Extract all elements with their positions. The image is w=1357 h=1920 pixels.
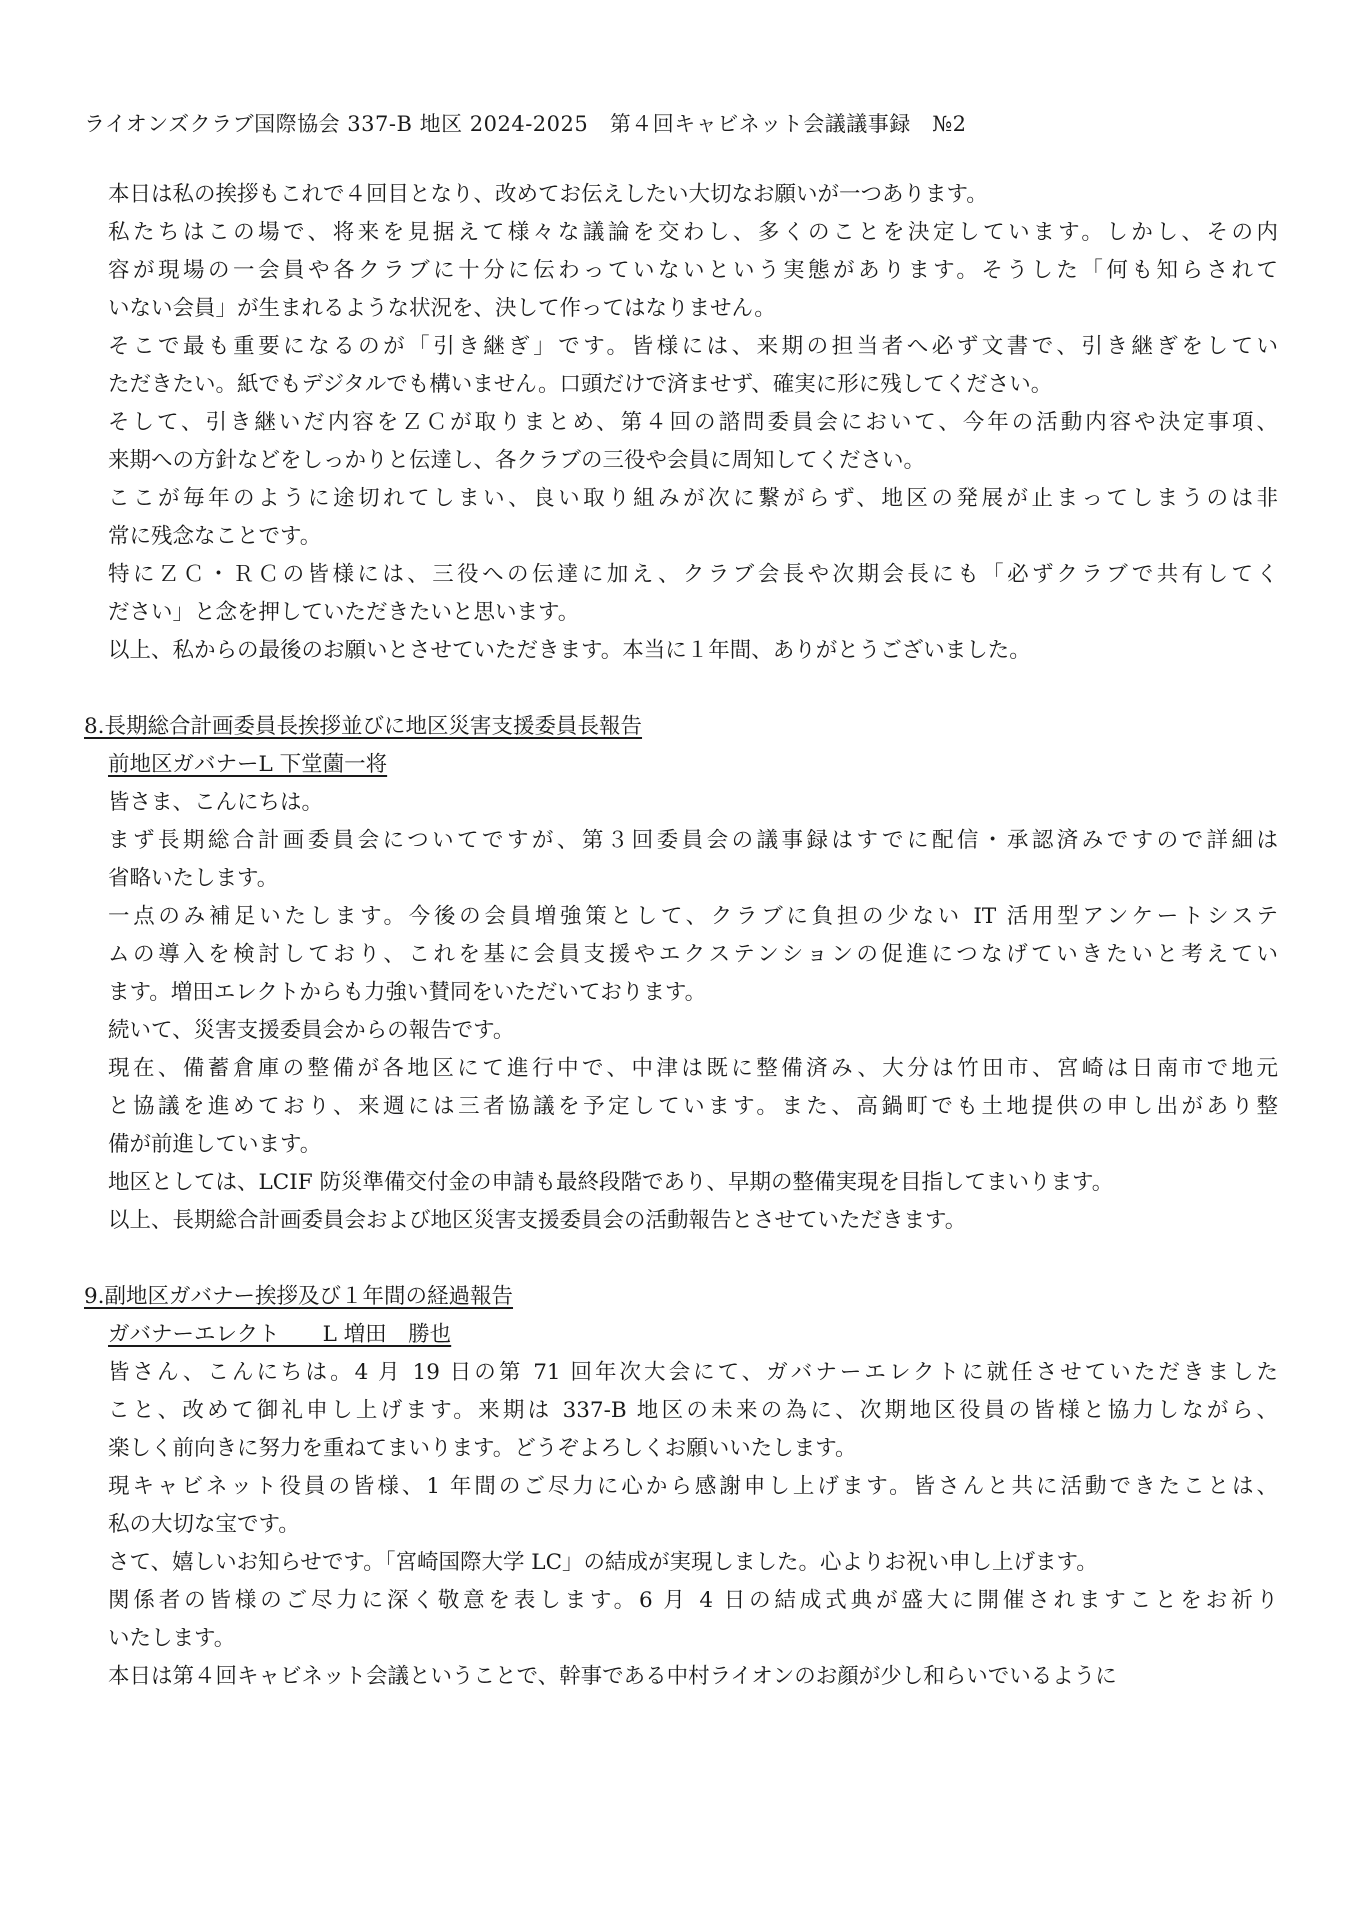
section-8-line: 以上、長期総合計画委員会および地区災害支援委員会の活動報告とさせていただきます。	[108, 1208, 967, 1233]
spacer	[108, 1240, 1278, 1278]
section-8-line: 現在、備蓄倉庫の整備が各地区にて進行中で、中津は既に整備済み、大分は竹田市、宮崎は日南市で地元	[108, 1056, 1278, 1081]
section-8-title: 8.長期総合計画委員長挨拶並びに地区災害支援委員長報告	[84, 714, 643, 739]
intro-line: そして、引き継いだ内容をＺＣが取りまとめ、第４回の諮問委員会において、今年の活動内容や決定事項、	[108, 410, 1278, 435]
intro-paragraph	[108, 328, 1278, 404]
section-9-body	[108, 1354, 1278, 1696]
intro-paragraph	[108, 404, 1278, 480]
intro-paragraph	[108, 176, 1278, 214]
intro-line: いない会員」が生まれるような状況を、決して作ってはなりません。	[108, 296, 776, 321]
intro-line: ここが毎年のように途切れてしまい、良い取り組みが次に繋がらず、地区の発展が止まってしまうのは非	[108, 486, 1278, 511]
section-8-body	[108, 784, 1278, 1240]
section-9-line: 現キャビネット役員の皆様、1 年間のご尽力に心から感謝申し上げます。皆さんと共に活動できたことは、	[108, 1474, 1278, 1499]
section-8-speaker: 前地区ガバナーL 下堂薗一将	[108, 752, 388, 777]
section-9-line: こと、改めて御礼申し上げます。来期は 337-B 地区の未来の為に、次期地区役員の皆様と協力しながら、	[108, 1398, 1278, 1423]
section-8-paragraph	[108, 822, 1278, 898]
section-9-paragraph	[108, 1468, 1278, 1544]
section-9-paragraph	[108, 1658, 1278, 1696]
section-9-line: 皆さん、こんにちは。4 月 19 日の第 71 回年次大会にて、ガバナーエレクトに就任させていただきました	[108, 1360, 1278, 1385]
section-9-title: 9.副地区ガバナー挨拶及び１年間の経過報告	[84, 1284, 514, 1309]
section-8-line: まず長期総合計画委員会についてですが、第３回委員会の議事録はすでに配信・承認済みですので詳細は	[108, 828, 1278, 853]
section-9-paragraph	[108, 1582, 1278, 1658]
intro-line: そこで最も重要になるのが「引き継ぎ」です。皆様には、来期の担当者へ必ず文書で、引き継ぎをしてい	[108, 334, 1278, 359]
section-8-line: ムの導入を検討しており、これを基に会員支援やエクステンションの促進につなげていきたいと考えてい	[108, 942, 1278, 967]
section-8-paragraph	[108, 1164, 1278, 1202]
section-8-line: 一点のみ補足いたします。今後の会員増強策として、クラブに負担の少ない IT 活用型アンケートシステ	[108, 904, 1278, 929]
intro-paragraph	[108, 480, 1278, 556]
intro-line: 容が現場の一会員や各クラブに十分に伝わっていないという実態があります。そうした「何も知らされて	[108, 258, 1278, 283]
section-8-paragraph	[108, 1202, 1278, 1240]
section-8-line: 皆さま、こんにちは。	[108, 790, 324, 815]
section-9-line: 私の大切な宝です。	[108, 1512, 300, 1537]
intro-section	[108, 176, 1278, 670]
section-9	[84, 1278, 1278, 1696]
intro-line: ただきたい。紙でもデジタルでも構いません。口頭だけで済ませず、確実に形に残してください。	[108, 372, 1053, 397]
section-8-line: と協議を進めており、来週には三者協議を予定しています。また、高鍋町でも土地提供の申し出があり整	[108, 1094, 1278, 1119]
intro-line: 以上、私からの最後のお願いとさせていただきます。本当に１年間、ありがとうございました。	[108, 638, 1031, 663]
section-8-line: ます。増田エレクトからも力強い賛同をいただいております。	[108, 980, 707, 1005]
intro-paragraph	[108, 632, 1278, 670]
intro-line: 来期への方針などをしっかりと伝達し、各クラブの三役や会員に周知してください。	[108, 448, 926, 473]
section-9-line: 楽しく前向きに努力を重ねてまいります。どうぞよろしくお願いいたします。	[108, 1436, 857, 1461]
section-9-line: いたします。	[108, 1626, 236, 1651]
section-8-paragraph	[108, 784, 1278, 822]
section-8-paragraph	[108, 1050, 1278, 1164]
section-8	[84, 708, 1278, 1240]
intro-line: 特にＺＣ・ＲＣの皆様には、三役への伝達に加え、クラブ会長や次期会長にも「必ずクラブで共有してく	[108, 562, 1278, 587]
intro-line: 私たちはこの場で、将来を見据えて様々な議論を交わし、多くのことを決定しています。しかし、その内	[108, 220, 1278, 245]
section-9-line: さて、嬉しいお知らせです。「宮崎国際大学 LC」の結成が実現しました。心よりお祝い申し上げます。	[108, 1550, 1098, 1575]
intro-line: ださい」と念を押していただきたいと思います。	[108, 600, 580, 625]
document-body	[84, 176, 1278, 1696]
intro-paragraph	[108, 556, 1278, 632]
section-8-line: 続いて、災害支援委員会からの報告です。	[108, 1018, 515, 1043]
section-8-paragraph	[108, 898, 1278, 1012]
section-9-line: 関係者の皆様のご尽力に深く敬意を表します。6 月 4 日の結成式典が盛大に開催されますことをお祈り	[108, 1588, 1278, 1613]
section-8-line: 省略いたします。	[108, 866, 279, 891]
section-9-speaker: ガバナーエレクト L 増田 勝也	[108, 1322, 452, 1347]
section-9-line: 本日は第４回キャビネット会議ということで、幹事である中村ライオンのお顔が少し和らいでいるように	[108, 1664, 1117, 1689]
intro-paragraph	[108, 214, 1278, 328]
intro-line: 常に残念なことです。	[108, 524, 322, 549]
spacer	[108, 670, 1278, 708]
section-9-paragraph	[108, 1354, 1278, 1468]
intro-line: 本日は私の挨拶もこれで４回目となり、改めてお伝えしたい大切なお願いが一つあります。	[108, 182, 988, 207]
section-8-line: 備が前進しています。	[108, 1132, 322, 1157]
section-9-paragraph	[108, 1544, 1278, 1582]
document-header: ライオンズクラブ国際協会 337-B 地区 2024-2025 第４回キャビネット会議議事録 №2	[84, 112, 967, 136]
section-8-paragraph	[108, 1012, 1278, 1050]
section-8-line: 地区としては、LCIF 防災準備交付金の申請も最終段階であり、早期の整備実現を目指してまいります。	[108, 1170, 1114, 1195]
